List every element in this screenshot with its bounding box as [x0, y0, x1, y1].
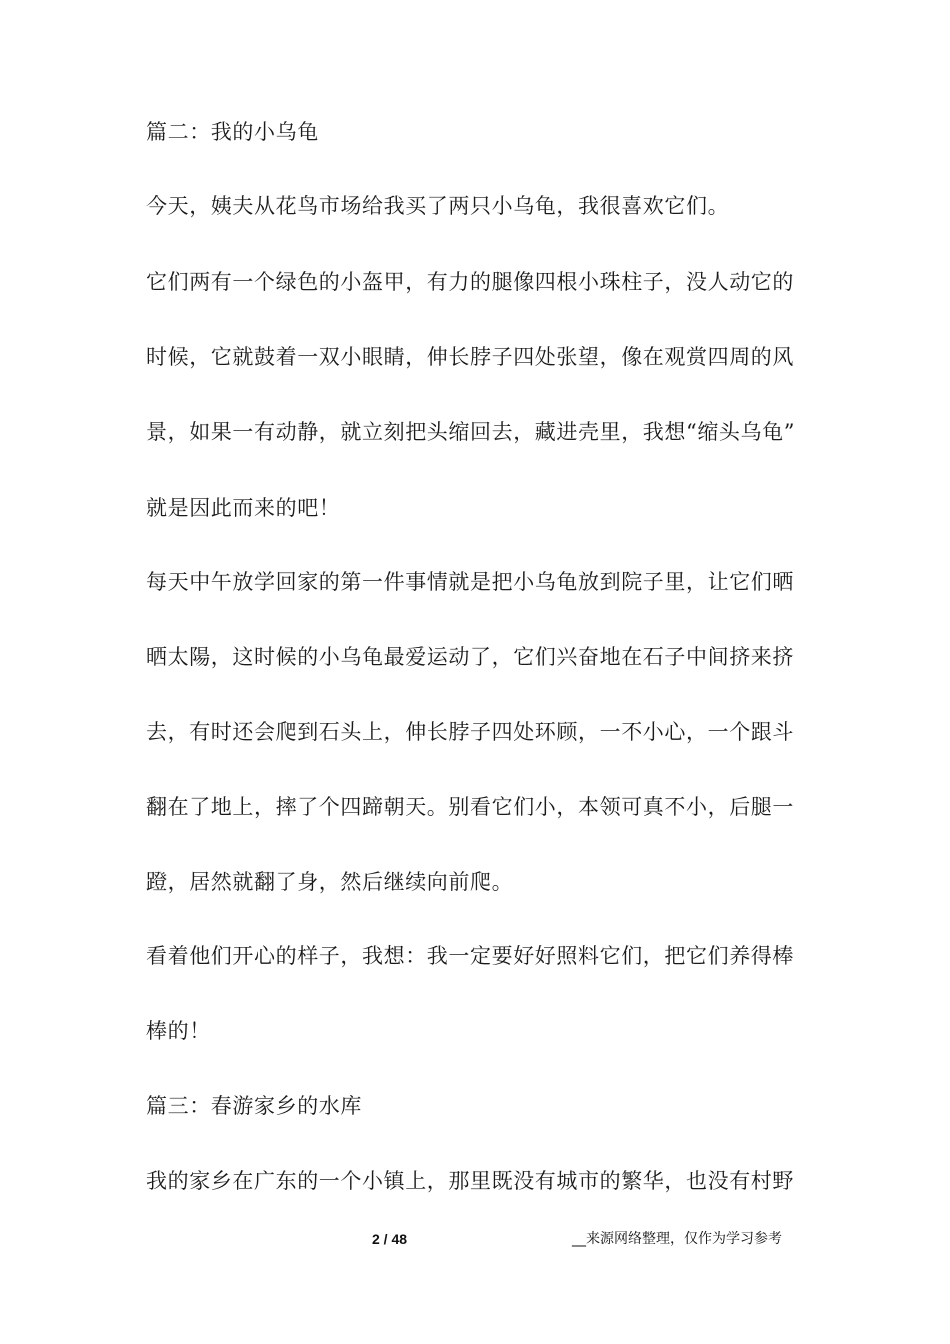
paragraph-line: 今天，姨夫从花鸟市场给我买了两只小乌龟，我很喜欢它们。 — [146, 194, 730, 218]
paragraph-line: 看着他们开心的样子，我想：我一定要好好照料它们，把它们养得棒 — [146, 944, 794, 968]
paragraph-line: 去，有时还会爬到石头上，伸长脖子四处环顾，一不小心，一个跟斗 — [146, 720, 794, 744]
paragraph-line: 棒的！ — [146, 1019, 211, 1043]
paragraph-line: 翻在了地上，摔了个四蹄朝天。别看它们小，本领可真不小，后腿一 — [146, 795, 794, 819]
page-number: 2 / 48 — [372, 1231, 408, 1247]
paragraph-line: 它们两有一个绿色的小盔甲，有力的腿像四根小珠柱子，没人动它的 — [146, 270, 794, 294]
paragraph-line: 我的家乡在广东的一个小镇上，那里既没有城市的繁华，也没有村野 — [146, 1169, 794, 1193]
paragraph-line: 每天中午放学回家的第一件事情就是把小乌龟放到院子里，让它们晒 — [146, 570, 794, 594]
paragraph-line: 晒太陽，这时候的小乌龟最爱运动了，它们兴奋地在石子中间挤来挤 — [146, 645, 794, 669]
paragraph-line: 时候，它就鼓着一双小眼睛，伸长脖子四处张望，像在观赏四周的风 — [146, 345, 794, 369]
section-title-3: 篇三：春游家乡的水库 — [146, 1094, 362, 1118]
paragraph-line: 景，如果一有动静，就立刻把头缩回去，藏进壳里，我想“缩头乌龟” — [146, 420, 796, 444]
source-note: __来源网络整理，仅作为学习参考 — [572, 1231, 782, 1247]
paragraph-line: 蹬，居然就翻了身，然后继续向前爬。 — [146, 870, 514, 894]
section-title-2: 篇二：我的小乌龟 — [146, 120, 319, 144]
paragraph-line: 就是因此而来的吧！ — [146, 496, 341, 520]
